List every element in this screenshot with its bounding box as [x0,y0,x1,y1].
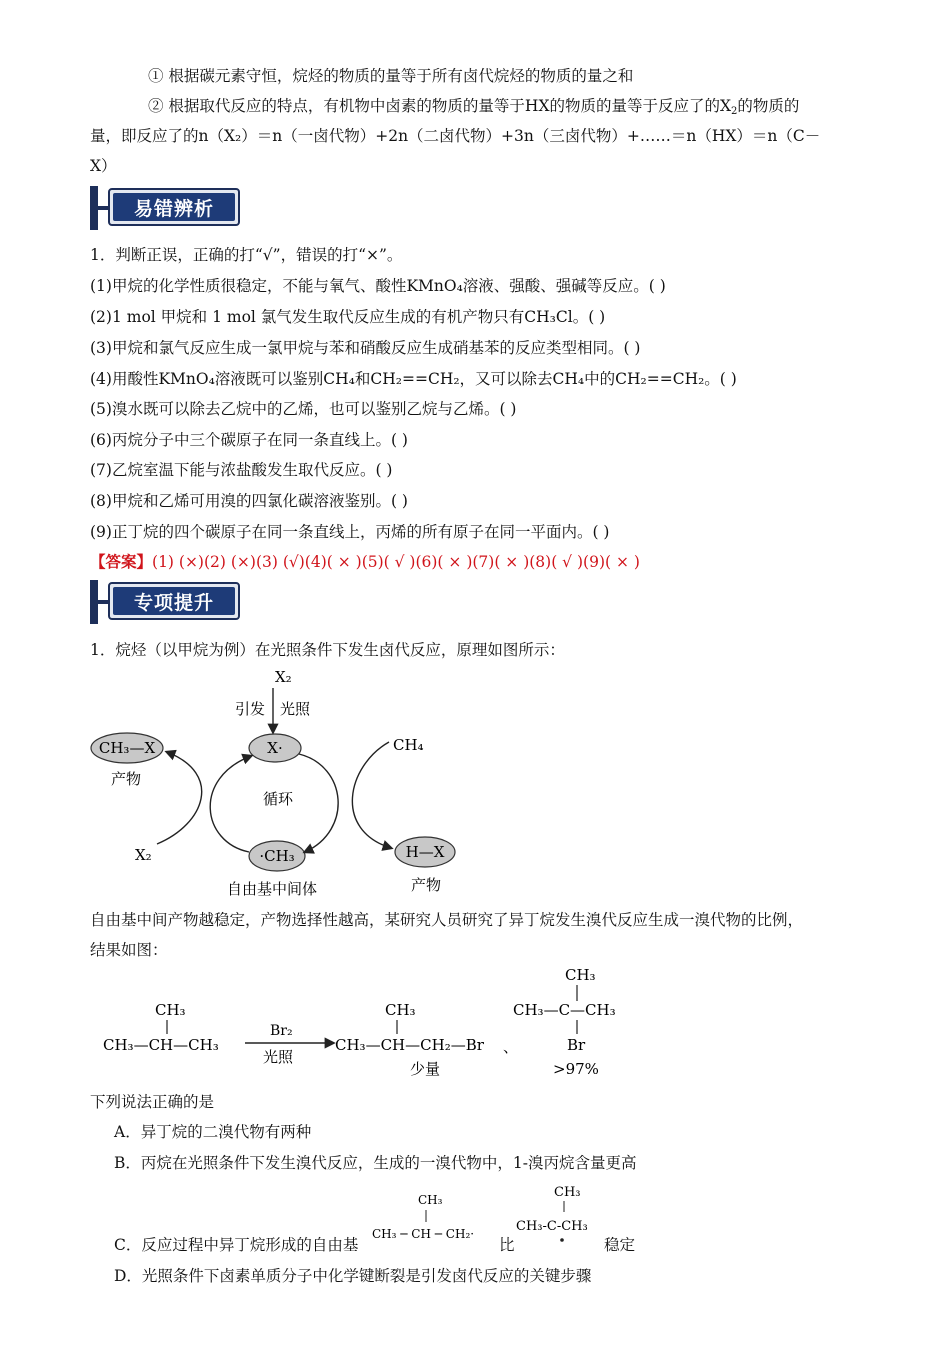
c-r1-ch3: CH₃ [418,1193,443,1207]
answer-line [90,550,640,572]
intro-line-4: X） [90,157,117,175]
reactant-main: CH₃—CH—CH₃ [103,1036,219,1054]
cycle-label: 循环 [263,790,294,808]
reagent-light: 光照 [263,1048,294,1066]
judge-item-5: (5)溴水既可以除去乙烷中的乙烯，也可以鉴别乙烷与乙烯。( ) [90,400,517,418]
question-stem: 下列说法正确的是 [90,1093,215,1111]
product2-main: CH₃—C—CH₃ [513,1001,616,1019]
section-title-errors: 易错辨析 [113,193,235,221]
cycle-x2-top: X₂ [275,668,292,686]
c-r2-ch3: CH₃ [554,1185,581,1200]
cycle-product-left: 产物 [111,770,142,788]
answer-label: 【答案】 [90,552,153,571]
reactant-ch3: CH₃ [155,1001,186,1019]
judge-item-2: (2)1 mol 甲烷和 1 mol 氯气发生取代反应生成的有机产物只有CH₃Cl。( ) [90,308,606,326]
x2-arrow [157,752,202,844]
reagent-br2: Br₂ [270,1023,293,1039]
section-title-special: 专项提升 [113,587,235,615]
judge-item-9: (9)正丁烷的四个碳原子在同一条直线上，丙烯的所有原子在同一平面内。( ) [90,523,610,541]
cycle-initiate: 引发 [235,700,266,718]
section-header-special [90,580,242,624]
product1-ch3: CH₃ [385,1001,416,1019]
cycle-intermediate: 自由基中间体 [227,880,318,898]
option-c-radical-2 [514,1178,606,1254]
radical-dot [560,1238,564,1242]
option-c-post: 稳定 [604,1236,636,1254]
judge-item-7: (7)乙烷室温下能与浓盐酸发生取代反应。( ) [90,461,393,479]
answer-text: (1) (×)(2) (×)(3) (√)(4)( × )(5)( √ )(6)( × )(7)( × )(8)( √ )(9)( × ) [152,553,640,571]
cycle-x-radical: X· [267,739,283,757]
judge-item-1: (1)甲烷的化学性质很稳定，不能与氧气、酸性KMnO₄溶液、强酸、强碱等反应。( ) [90,277,666,295]
judge-item-8: (8)甲烷和乙烯可用溴的四氯化碳溶液鉴别。( ) [90,492,408,510]
option-c-pre: C．反应过程中异丁烷形成的自由基 [114,1236,359,1254]
cycle-ch3-radical: ·CH₃ [259,847,295,865]
product2-br: Br [567,1036,586,1054]
cycle-light: 光照 [280,700,311,718]
intro-line-2b: 的物质的 [737,97,800,115]
cycle-hx: H—X [405,843,445,861]
option-b: B．丙烷在光照条件下发生溴代反应，生成的一溴代物中，1-溴丙烷含量更高 [114,1154,637,1172]
option-c-radical-1 [370,1182,502,1254]
judge-item-4: (4)用酸性KMnO₄溶液既可以鉴别CH₄和CH₂==CH₂，又可以除去CH₄中的CH₂==CH₂。( ) [90,370,737,388]
section-header-errors [90,186,242,230]
judge-item-3: (3)甲烷和氯气反应生成一氯甲烷与苯和硝酸反应生成硝基苯的反应类型相同。( ) [90,339,641,357]
judge-prompt: 1．判断正误，正确的打“√”，错误的打“×”。 [90,246,403,264]
desc-line-1: 自由基中间产物越稳定，产物选择性越高，某研究人员研究了异丁烷发生溴代反应生成一溴代物的比例， [90,911,804,929]
product-separator: 、 [503,1038,519,1056]
option-c-mid: 比 [499,1236,515,1254]
radical-cycle-diagram [85,662,485,902]
intro-line-3: 量，即反应了的n（X₂）＝n（一卤代物）+2n（二卤代物）+3n（三卤代物）+……＝n（HX）＝n（C－ [90,127,821,145]
intro-line-1: ① 根据碳元素守恒，烷烃的物质的量等于所有卤代烷烃的物质的量之和 [148,67,634,85]
intro-line-2: ② 根据取代反应的特点，有机物中卤素的物质的量等于HX的物质的量等于反应了的$X_2$的物质的 [148,97,800,117]
cycle-arc-right [299,754,338,852]
c-r1-main: CH₃ ─ CH ─ CH₂· [372,1227,475,1241]
option-d: D．光照条件下卤素单质分子中化学键断裂是引发卤代反应的关键步骤 [114,1267,592,1285]
product2-ch3: CH₃ [565,966,596,984]
product1-main: CH₃—CH—CH₂—Br [335,1036,484,1054]
c-r2-main: CH₃-C-CH₃ [516,1219,588,1234]
intro-line-2a: ② 根据取代反应的特点，有机物中卤素的物质的量等于HX的物质的量等于反应了的X [148,97,732,115]
cycle-ch4: CH₄ [393,736,424,754]
product1-note: 少量 [410,1060,441,1078]
desc-line-2: 结果如图： [90,941,168,959]
judge-item-6: (6)丙烷分子中三个碳原子在同一条直线上。( ) [90,431,408,449]
cycle-x2-bottom: X₂ [135,846,152,864]
special-q1: 1．烷烃（以甲烷为例）在光照条件下发生卤代反应，原理如图所示： [90,641,565,659]
cycle-arc-left [210,756,251,852]
bromination-reaction-scheme [95,960,655,1085]
option-a: A．异丁烷的二溴代物有两种 [114,1123,312,1141]
product2-note: >97% [553,1060,599,1078]
cycle-product-right: 产物 [411,876,442,894]
ch4-arrow [352,742,391,848]
cycle-ch3x: CH₃—X [98,739,156,757]
